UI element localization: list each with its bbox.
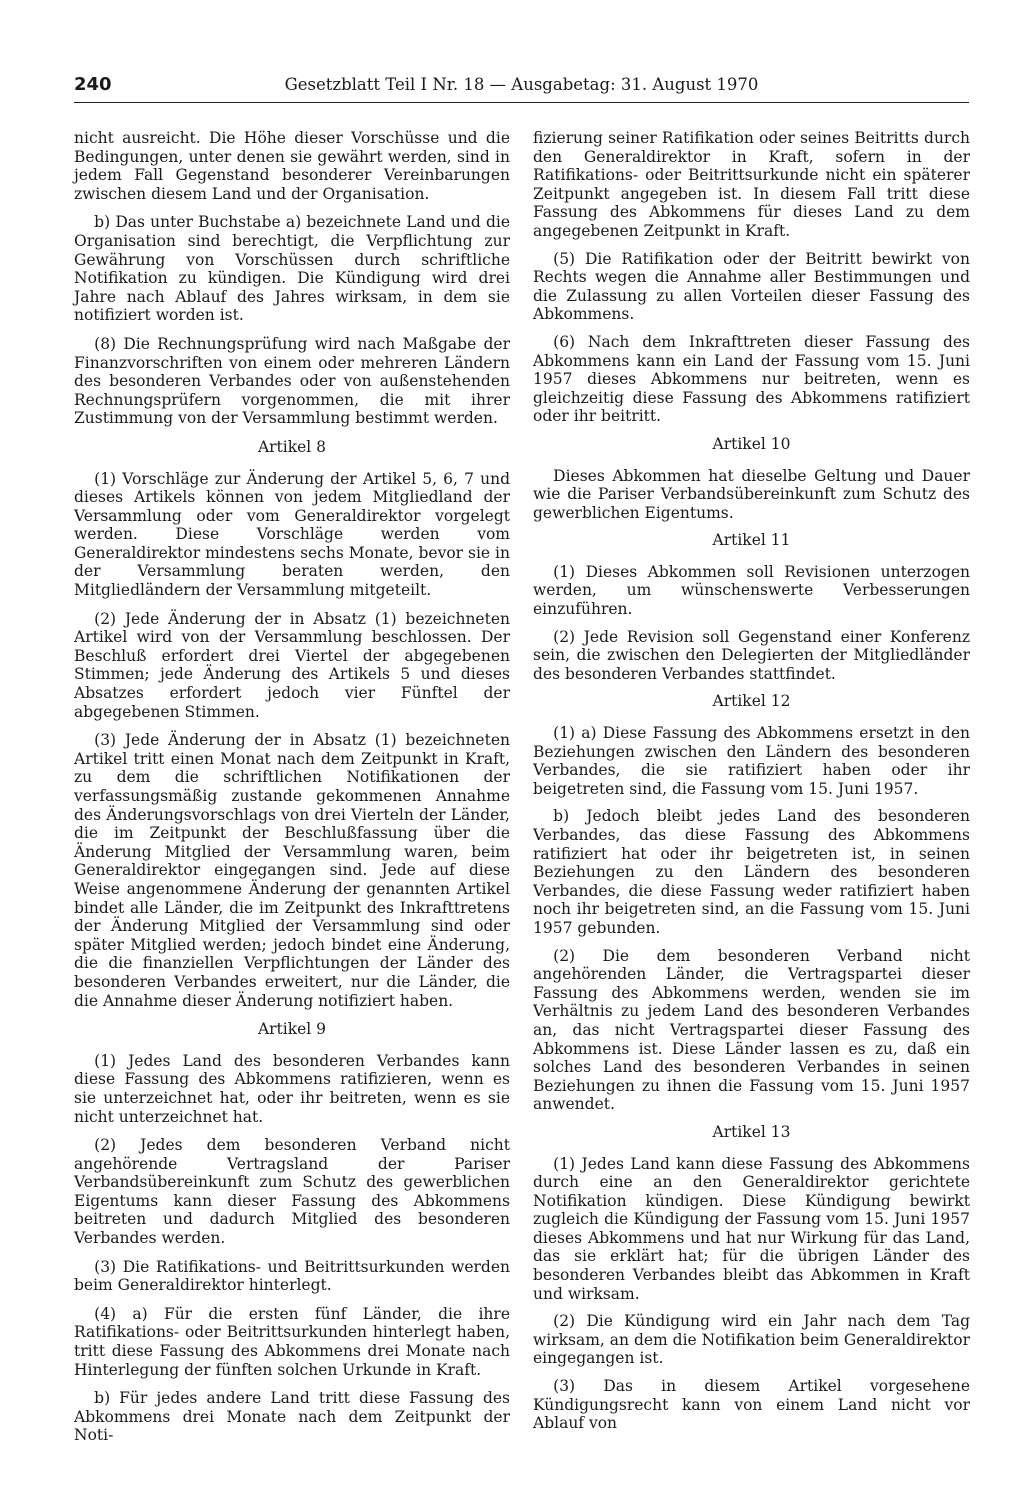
article-heading: Artikel 11 bbox=[712, 531, 791, 550]
paragraph: nicht ausreicht. Die Höhe dieser Vorschüsse und die Bedingungen, unter denen sie gewährt werden, sind in jedem Fall Gegenstand besonderer Vereinbarungen zwischen diesem Land und der Organisation. bbox=[74, 129, 510, 203]
paragraph: (1) Dieses Abkommen soll Revisionen unterzogen werden, um wünschenswerte Verbesserungen einzuführen. bbox=[533, 562, 970, 619]
paragraph: (2) Die dem besonderen Verband nicht angehörenden Länder, die Vertragspartei dieser Fassung des Abkommens werden, wenden sie im Verhältnis zu jedem Land des besonderen Verbandes an, das nicht Vertragspartei dieser Fassung des Abkommens ist. Diese Länder lassen es zu, daß ein solches Land des besonderen Verbandes in seinen Beziehungen zu ihnen die Fassung vom 15. Juni 1957 anwendet. bbox=[533, 946, 970, 1114]
article-heading: Artikel 9 bbox=[257, 1020, 327, 1039]
paragraph: (1) a) Diese Fassung des Abkommens ersetzt in den Beziehungen zwischen den Ländern des besonderen Verbandes, die sie ratifiziert haben oder ihr beigetreten sind, die Fassung vom 15. Juni 1957. bbox=[533, 724, 970, 798]
paragraph: b) Jedoch bleibt jedes Land des besonderen Verbandes, das diese Fassung des Abkommens ratifiziert hat oder ihr beigetreten ist, in seinen Beziehungen zu den Ländern des besonderen Verbandes, die diese Fassung weder ratifiziert haben noch ihr beigetreten sind, an die Fassung vom 15. Juni 1957 gebunden. bbox=[533, 807, 970, 937]
running-title: Gesetzblatt Teil I Nr. 18 — Ausgabetag: 31. August 1970 bbox=[284, 75, 759, 94]
article-heading: Artikel 8 bbox=[257, 437, 327, 456]
left-column bbox=[74, 129, 510, 1455]
paragraph: (3) Die Ratifikations- und Beitrittsurkunden werden beim Generaldirektor hinterlegt. bbox=[74, 1257, 510, 1295]
paragraph: (3) Jede Änderung der in Absatz (1) bezeichneten Artikel tritt einen Monat nach dem Zeitpunkt in Kraft, zu dem die schriftlichen Notifikationen der verfassungsmäßig zustande gekommenen Annahme des Änderungsvorschlags von drei Vierteln der Länder, die im Zeitpunkt der Beschlußfassung über die Änderung Mitglied der Versammlung waren, beim Generaldirektor eingegangen sind. Jede auf diese Weise angenommene Änderung der genannten Artikel bindet alle Länder, die im Zeitpunkt des Inkrafttretens der Änderung Mitglied der Versammlung sind oder später Mitglied werden; jedoch bindet eine Änderung, die die finanziellen Verpflichtungen der Länder des besonderen Verbandes erweitert, nur die Länder, die die Annahme dieser Änderung notifiziert haben. bbox=[74, 731, 510, 1010]
paragraph: (5) Die Ratifikation oder der Beitritt bewirkt von Rechts wegen die Annahme aller Bestimmungen und die Zulassung zu allen Vorteilen dieser Fassung des Abkommens. bbox=[533, 249, 970, 324]
paragraph: (2) Jede Revision soll Gegenstand einer Konferenz sein, die zwischen den Delegierten der Mitgliedländer des besonderen Verbandes stattfindet. bbox=[533, 627, 970, 683]
article-heading: Artikel 13 bbox=[712, 1122, 791, 1141]
paragraph: (1) Jedes Land des besonderen Verbandes kann diese Fassung des Abkommens ratifizieren, wenn es sie unterzeichnet hat, oder ihr beitreten, wenn es sie nicht unterzeichnet hat. bbox=[74, 1051, 510, 1126]
paragraph: (1) Jedes Land kann diese Fassung des Abkommens durch eine an den Generaldirektor gerichtete Notifikation kündigen. Diese Kündigung bewirkt zugleich die Kündigung der Fassung vom 15. Juni 1957 dieses Abkommens und hat nur Wirkung für das Land, das sie erklärt hat; für die übrigen Länder des besonderen Verbandes bleibt das Abkommen in Kraft und wirksam. bbox=[533, 1154, 970, 1303]
paragraph: (6) Nach dem Inkrafttreten dieser Fassung des Abkommens kann ein Land der Fassung vom 15. Juni 1957 dieses Abkommens nur beitreten, wenn es gleichzeitig diese Fassung des Abkommens ratifiziert oder ihr beitritt. bbox=[533, 332, 970, 426]
paragraph: b) Für jedes andere Land tritt diese Fassung des Abkommens drei Monate nach dem Zeitpunkt der Noti- bbox=[74, 1389, 510, 1445]
page-header bbox=[74, 74, 969, 103]
paragraph: (8) Die Rechnungsprüfung wird nach Maßgabe der Finanzvorschriften von einem oder mehreren Ländern des besonderen Verbandes oder von außenstehenden Rechnungsprüfern vorgenommen, die mit ihrer Zustimmung von der Versammlung bestimmt werden. bbox=[74, 334, 510, 428]
paragraph: Dieses Abkommen hat dieselbe Geltung und Dauer wie die Pariser Verbandsübereinkunft zum Schutz des gewerblichen Eigentums. bbox=[533, 466, 970, 522]
paragraph: (4) a) Für die ersten fünf Länder, die ihre Ratifikations- oder Beitrittsurkunden hinterlegt haben, tritt diese Fassung des Abkommens drei Monate nach Hinterlegung der fünften solchen Urkunde in Kraft. bbox=[74, 1304, 510, 1379]
paragraph: (2) Jedes dem besonderen Verband nicht angehörende Vertragsland der Pariser Verbandsübereinkunft zum Schutz des gewerblichen Eigentums kann dieser Fassung des Abkommens beitreten und dadurch Mitglied des besonderen Verbandes werden. bbox=[74, 1136, 510, 1248]
page-number: 240 bbox=[74, 74, 112, 95]
paragraph: (2) Die Kündigung wird ein Jahr nach dem Tag wirksam, an dem die Notifikation beim Generaldirektor eingegangen ist. bbox=[533, 1312, 970, 1368]
paragraph: (3) Das in diesem Artikel vorgesehene Kündigungsrecht kann von einem Land nicht vor Ablauf von bbox=[533, 1377, 970, 1433]
paragraph: (1) Vorschläge zur Änderung der Artikel 5, 6, 7 und dieses Artikels können von jedem Mitgliedland der Versammlung oder vom Generaldirektor vorgelegt werden. Diese Vorschläge werden vom Generaldirektor mindestens sechs Monate, bevor sie in der Versammlung beraten werden, den Mitgliedländern der Versammlung mitgeteilt. bbox=[74, 469, 510, 600]
paragraph: fizierung seiner Ratifikation oder seines Beitritts durch den Generaldirektor in Kraft, sofern in der Ratifikations- oder Beitrittsurkunde nicht ein späterer Zeitpunkt angegeben ist. In diesem Fall tritt diese Fassung des Abkommens für dieses Land zu dem angegebenen Zeitpunkt in Kraft. bbox=[533, 129, 970, 240]
paragraph: b) Das unter Buchstabe a) bezeichnete Land und die Organisation sind berechtigt, die Verpflichtung zur Gewährung von Vorschüssen durch schriftliche Notifikation zu kündigen. Die Kündigung wird drei Jahre nach Ablauf des Jahres wirksam, in dem sie notifiziert worden ist. bbox=[74, 213, 510, 325]
right-column bbox=[533, 129, 970, 1442]
paragraph: (2) Jede Änderung der in Absatz (1) bezeichneten Artikel wird von der Versammlung beschlossen. Der Beschluß erfordert drei Viertel der abgegebenen Stimmen; jede Änderung des Artikels 5 und dieses Absatzes erfordert jedoch vier Fünftel der abgegebenen Stimmen. bbox=[74, 609, 510, 721]
article-heading: Artikel 10 bbox=[712, 434, 791, 453]
article-heading: Artikel 12 bbox=[712, 692, 791, 711]
